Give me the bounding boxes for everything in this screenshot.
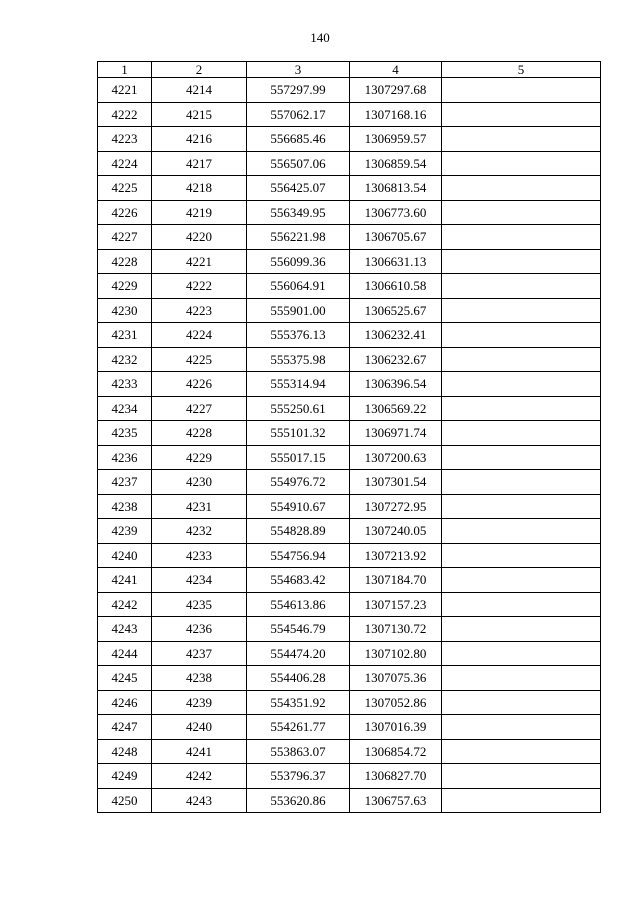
table-cell: 556221.98 (247, 225, 350, 250)
coordinates-table (97, 61, 601, 813)
table-cell: 555376.13 (247, 323, 350, 348)
table-cell: 554406.28 (247, 666, 350, 691)
table-cell: 4237 (152, 641, 247, 666)
table-cell: 553796.37 (247, 764, 350, 789)
table-body (98, 78, 601, 813)
table-cell: 555314.94 (247, 372, 350, 397)
table-cell (442, 225, 601, 250)
table-row (98, 739, 601, 764)
table-cell: 4230 (98, 298, 152, 323)
table-cell (442, 764, 601, 789)
table-cell: 4239 (98, 519, 152, 544)
table-cell (442, 298, 601, 323)
table-row (98, 788, 601, 813)
table-cell: 4239 (152, 690, 247, 715)
table-cell: 554828.89 (247, 519, 350, 544)
table-cell: 4249 (98, 764, 152, 789)
table-row (98, 298, 601, 323)
table-cell: 554474.20 (247, 641, 350, 666)
table-cell: 1307213.92 (350, 543, 442, 568)
table-cell: 4243 (98, 617, 152, 642)
table-cell: 4219 (152, 200, 247, 225)
table-cell: 557062.17 (247, 102, 350, 127)
table-row (98, 249, 601, 274)
table-cell: 4240 (98, 543, 152, 568)
table-cell (442, 200, 601, 225)
table-cell: 4235 (152, 592, 247, 617)
table-cell: 555901.00 (247, 298, 350, 323)
table-cell: 554976.72 (247, 470, 350, 495)
table-cell (442, 470, 601, 495)
table-row (98, 690, 601, 715)
table-cell: 1307102.80 (350, 641, 442, 666)
table-cell: 1306859.54 (350, 151, 442, 176)
table-row (98, 445, 601, 470)
table-cell: 4223 (152, 298, 247, 323)
table-cell: 1306757.63 (350, 788, 442, 813)
table-cell: 554613.86 (247, 592, 350, 617)
table-cell: 1306631.13 (350, 249, 442, 274)
table-cell: 4223 (98, 127, 152, 152)
table-cell: 4238 (98, 494, 152, 519)
table-cell (442, 568, 601, 593)
table-cell (442, 249, 601, 274)
table-cell: 1306813.54 (350, 176, 442, 201)
table-cell: 4233 (152, 543, 247, 568)
table-cell: 4222 (152, 274, 247, 299)
table-cell: 4224 (152, 323, 247, 348)
table-cell: 4242 (152, 764, 247, 789)
table-cell: 1306232.41 (350, 323, 442, 348)
table-row (98, 323, 601, 348)
table-cell: 1307240.05 (350, 519, 442, 544)
table-cell: 4216 (152, 127, 247, 152)
table-cell: 1307052.86 (350, 690, 442, 715)
table-cell (442, 78, 601, 103)
table-cell: 4220 (152, 225, 247, 250)
table-cell: 4218 (152, 176, 247, 201)
table-cell (442, 396, 601, 421)
table-cell: 553863.07 (247, 739, 350, 764)
column-header: 2 (152, 62, 247, 78)
table-cell: 1307301.54 (350, 470, 442, 495)
table-cell: 554756.94 (247, 543, 350, 568)
table-cell: 1307016.39 (350, 715, 442, 740)
table-cell: 555017.15 (247, 445, 350, 470)
table-row (98, 764, 601, 789)
table-row (98, 617, 601, 642)
table-cell: 4237 (98, 470, 152, 495)
table-cell: 4215 (152, 102, 247, 127)
table-cell (442, 715, 601, 740)
table-cell (442, 494, 601, 519)
table-cell: 1307184.70 (350, 568, 442, 593)
table-cell: 1306705.67 (350, 225, 442, 250)
table-cell: 4232 (98, 347, 152, 372)
table-cell: 4228 (152, 421, 247, 446)
table-cell: 1306569.22 (350, 396, 442, 421)
table-row (98, 127, 601, 152)
table-cell: 4246 (98, 690, 152, 715)
table-row (98, 102, 601, 127)
table-cell: 4230 (152, 470, 247, 495)
table-row (98, 372, 601, 397)
table-row (98, 519, 601, 544)
table-cell (442, 151, 601, 176)
table-cell: 1307272.95 (350, 494, 442, 519)
table-row (98, 176, 601, 201)
column-header: 5 (442, 62, 601, 78)
table-cell: 556507.06 (247, 151, 350, 176)
table-cell: 4231 (152, 494, 247, 519)
table-cell: 4247 (98, 715, 152, 740)
table-cell (442, 372, 601, 397)
table-cell: 4234 (152, 568, 247, 593)
table-cell: 1307157.23 (350, 592, 442, 617)
table-cell (442, 445, 601, 470)
table-cell: 4233 (98, 372, 152, 397)
table-cell (442, 617, 601, 642)
table-row (98, 225, 601, 250)
table-cell: 1306525.67 (350, 298, 442, 323)
table-row (98, 396, 601, 421)
table-row (98, 347, 601, 372)
table-row (98, 592, 601, 617)
table-cell: 554910.67 (247, 494, 350, 519)
table-cell: 4229 (152, 445, 247, 470)
table-row (98, 715, 601, 740)
table-cell (442, 421, 601, 446)
table-row (98, 200, 601, 225)
table-cell: 4236 (152, 617, 247, 642)
table-cell: 557297.99 (247, 78, 350, 103)
table-row (98, 78, 601, 103)
table-cell: 4226 (152, 372, 247, 397)
table-cell: 4222 (98, 102, 152, 127)
table-row (98, 274, 601, 299)
table-row (98, 568, 601, 593)
table-cell (442, 274, 601, 299)
column-header: 1 (98, 62, 152, 78)
table-cell (442, 543, 601, 568)
table-cell: 4248 (98, 739, 152, 764)
table-cell: 4217 (152, 151, 247, 176)
table-cell: 4236 (98, 445, 152, 470)
table-cell: 4232 (152, 519, 247, 544)
table-cell (442, 102, 601, 127)
table-cell: 4243 (152, 788, 247, 813)
table-cell (442, 323, 601, 348)
table-cell: 4225 (152, 347, 247, 372)
table-cell: 1306827.70 (350, 764, 442, 789)
table-cell: 1307168.16 (350, 102, 442, 127)
table-cell: 1306396.54 (350, 372, 442, 397)
table-cell: 4235 (98, 421, 152, 446)
table-cell: 4225 (98, 176, 152, 201)
table-cell: 554261.77 (247, 715, 350, 740)
table-row (98, 421, 601, 446)
page-number: 140 (310, 30, 330, 45)
table-cell: 1306773.60 (350, 200, 442, 225)
table-cell (442, 666, 601, 691)
table-cell: 1306959.57 (350, 127, 442, 152)
table-cell: 554546.79 (247, 617, 350, 642)
table-cell (442, 127, 601, 152)
table-cell (442, 347, 601, 372)
table-cell: 4231 (98, 323, 152, 348)
table-cell: 4234 (98, 396, 152, 421)
table-cell (442, 519, 601, 544)
table-cell: 4244 (98, 641, 152, 666)
table-cell (442, 592, 601, 617)
table-cell: 555375.98 (247, 347, 350, 372)
table-row (98, 641, 601, 666)
table-cell: 1307297.68 (350, 78, 442, 103)
table-cell: 1307130.72 (350, 617, 442, 642)
table-cell: 556425.07 (247, 176, 350, 201)
table-cell (442, 788, 601, 813)
table-cell: 4221 (152, 249, 247, 274)
table-cell: 555101.32 (247, 421, 350, 446)
table-cell: 4214 (152, 78, 247, 103)
table-row (98, 470, 601, 495)
table-cell: 554351.92 (247, 690, 350, 715)
table-cell: 4250 (98, 788, 152, 813)
table-cell: 4221 (98, 78, 152, 103)
table-cell: 4238 (152, 666, 247, 691)
table-cell: 1307200.63 (350, 445, 442, 470)
table-cell (442, 641, 601, 666)
table-row (98, 151, 601, 176)
table-row (98, 666, 601, 691)
table-cell (442, 739, 601, 764)
table-cell: 4240 (152, 715, 247, 740)
table-cell: 1306854.72 (350, 739, 442, 764)
table-cell: 1306232.67 (350, 347, 442, 372)
table-cell: 4241 (98, 568, 152, 593)
table-cell: 4227 (152, 396, 247, 421)
table-cell: 4227 (98, 225, 152, 250)
table-cell: 4226 (98, 200, 152, 225)
table-cell (442, 176, 601, 201)
table-cell: 1306610.58 (350, 274, 442, 299)
table-cell: 556099.36 (247, 249, 350, 274)
table-cell (442, 690, 601, 715)
table-cell: 4242 (98, 592, 152, 617)
table-cell: 556064.91 (247, 274, 350, 299)
table-cell: 4228 (98, 249, 152, 274)
table-row (98, 494, 601, 519)
table-cell: 4229 (98, 274, 152, 299)
table-cell: 1306971.74 (350, 421, 442, 446)
table-header-row (98, 62, 601, 78)
table-cell: 556685.46 (247, 127, 350, 152)
column-header: 3 (247, 62, 350, 78)
table-cell: 1307075.36 (350, 666, 442, 691)
table-row (98, 543, 601, 568)
table-cell: 4241 (152, 739, 247, 764)
table-cell: 4245 (98, 666, 152, 691)
table-cell: 555250.61 (247, 396, 350, 421)
table-cell: 554683.42 (247, 568, 350, 593)
table-cell: 553620.86 (247, 788, 350, 813)
table-cell: 556349.95 (247, 200, 350, 225)
table-cell: 4224 (98, 151, 152, 176)
column-header: 4 (350, 62, 442, 78)
